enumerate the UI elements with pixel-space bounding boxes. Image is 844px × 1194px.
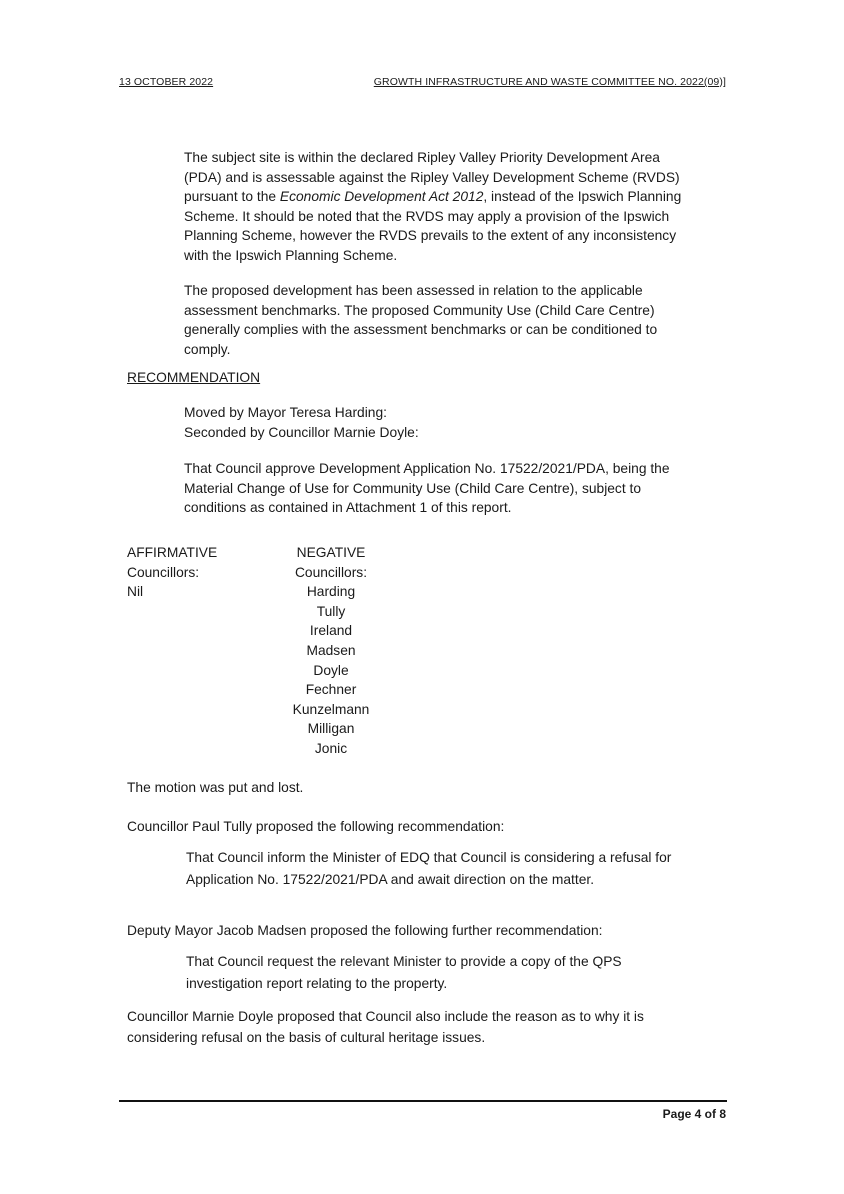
motion-result: The motion was put and lost. <box>127 780 304 795</box>
doyle-proposal: Councillor Marnie Doyle proposed that Council also include the reason as to why it is considering refusal on the basis of cultural heritage issues. <box>127 1009 644 1045</box>
mover-seconder <box>184 403 729 442</box>
negative-label: Councillors: <box>294 564 368 580</box>
affirmative-member: Nil <box>127 584 144 600</box>
site-assessment-paragraph: The subject site is within the declared Ripley Valley Priority Development Area (PDA) and is assessable against the Ripley Valley Development Scheme (RVDS) pursuant to the Economic Development Act 2012, instead of the Ipswich Planning Scheme. It should be noted that the RVDS may apply a provision of the Ipswich Planning Scheme, however the RVDS prevails to the extent of any inconsistency with the Ipswich Planning Scheme. <box>184 150 682 263</box>
negative-member: Fechner <box>305 682 357 698</box>
header-date: 13 OCTOBER 2022 <box>119 76 214 88</box>
negative-member: Jonic <box>314 740 348 756</box>
negative-heading: NEGATIVE <box>296 545 366 560</box>
moved-by: Moved by Mayor Teresa Harding: <box>184 405 387 420</box>
page-number: Page 4 of 8 <box>662 1107 726 1121</box>
negative-member: Ireland <box>309 623 353 639</box>
seconded-by: Seconded by Councillor Marnie Doyle: <box>184 424 419 440</box>
negative-member: Harding <box>306 584 356 600</box>
tully-recommendation: That Council inform the Minister of EDQ that Council is considering a refusal for Application No. 17522/2021/PDA and await direction on the matter. <box>186 850 672 887</box>
negative-member: Milligan <box>307 721 355 737</box>
header-committee-title: GROWTH INFRASTRUCTURE AND WASTE COMMITTEE NO. 2022(09)] <box>373 76 726 88</box>
madsen-recommendation: That Council request the relevant Minister to provide a copy of the QPS investigation report relating to the property. <box>186 954 622 991</box>
negative-member: Madsen <box>306 642 356 658</box>
negative-member: Tully <box>316 603 346 619</box>
affirmative-votes <box>127 543 217 602</box>
footer-divider <box>119 1100 727 1102</box>
madsen-proposal-intro: Deputy Mayor Jacob Madsen proposed the following further recommendation: <box>127 923 603 938</box>
benchmark-paragraph: The proposed development has been assessed in relation to the applicable assessment benchmarks. The proposed Community Use (Child Care Centre) generally complies with the assessment benchmarks or can be conditioned to comply. <box>184 283 658 357</box>
negative-member: Doyle <box>313 662 349 678</box>
affirmative-label: Councillors: <box>127 564 200 580</box>
recommendation-heading: RECOMMENDATION <box>127 370 261 385</box>
tully-proposal-intro: Councillor Paul Tully proposed the following recommendation: <box>127 819 505 834</box>
motion-text: That Council approve Development Application No. 17522/2021/PDA, being the Material Change of Use for Community Use (Child Care Centre), subject to conditions as contained in Attachment 1 of this report. <box>184 461 670 515</box>
negative-votes <box>280 543 382 759</box>
affirmative-heading: AFFIRMATIVE <box>127 545 218 560</box>
negative-member: Kunzelmann <box>292 701 370 717</box>
